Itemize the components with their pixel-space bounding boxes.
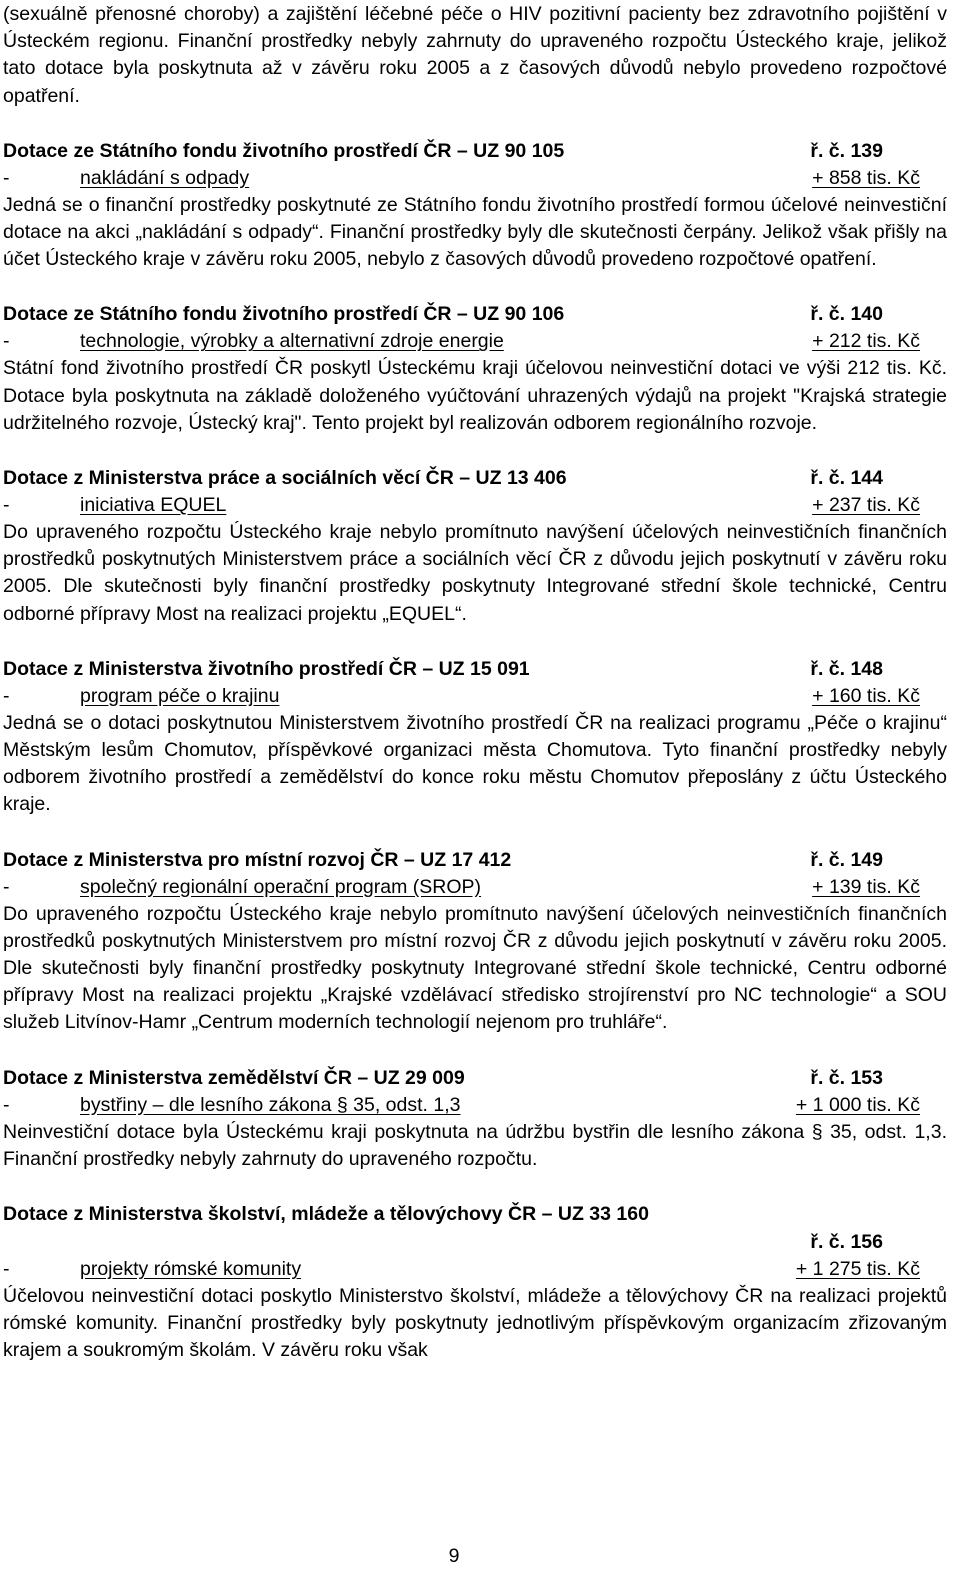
item-label: program péče o krajinu (80, 684, 280, 707)
item-amount: + 1 275 tis. Kč (795, 1258, 920, 1281)
section-body: Jedná se o dotaci poskytnutou Ministerstvem životního prostředí ČR na realizaci programu „Péče o krajinu“ Městským lesům Chomutov, příspěvkové organizaci města Chomutova. Tyto finanční prostředky nebyly odborem životního prostředí a zemědělství do konce roku městu Chomutov přeposlány z účtu Ústeckého kraje. (3, 711, 947, 816)
item-amount: + 212 tis. Kč (812, 330, 920, 353)
page-number: 9 (448, 1545, 460, 1567)
section-heading (3, 656, 947, 683)
section-ref: ř. č. 144 (810, 467, 883, 490)
section-item-line (3, 1256, 947, 1283)
section-uz-15091 (3, 656, 947, 819)
item-dash: - (3, 1093, 10, 1116)
item-label-line (3, 1092, 796, 1119)
item-label: bystřiny – dle lesního zákona § 35, odst. 1,3 (80, 1093, 461, 1116)
section-heading (3, 1065, 947, 1092)
section-item-line (3, 683, 947, 710)
section-ref-line (3, 1228, 947, 1256)
section-body: Do upraveného rozpočtu Ústeckého kraje nebylo promítnuto navýšení účelových neinvestičních finančních prostředků poskytnutých Ministerstvem pro místní rozvoj ČR z důvodu jejich poskytnutí v závěru roku 2005. Dle skutečnosti byly finanční prostředky poskytnuty Integrované střední škole technické, Centru odborné přípravy Most na realizaci projektu „Krajské vzdělávací středisko strojírenství pro NC technologie“ a SOU služeb Litvínov-Hamr „Centrum moderních technologií nejenom pro truhláře“. (3, 902, 947, 1034)
item-dash: - (3, 875, 10, 898)
section-uz-17412 (3, 847, 947, 1037)
section-title: Dotace ze Státního fondu životního prostředí ČR – UZ 90 105 (3, 139, 565, 162)
section-ref: ř. č. 149 (810, 848, 883, 871)
section-body: Neinvestiční dotace byla Ústeckému kraji poskytnuta na údržbu bystřin dle lesního zákona § 35, odst. 1,3. Finanční prostředky nebyly zahrnuty do upraveného rozpočtu. (3, 1120, 947, 1170)
section-body: Účelovou neinvestiční dotaci poskytlo Ministerstvo školství, mládeže a tělovýchovy ČR na realizaci projektů rómské komunity. Finanční prostředky byly poskytnuty jednotlivým příspěvkovým organizacím zřizovaným krajem a soukromým školám. V závěru roku však (3, 1285, 947, 1362)
section-body: Státní fond životního prostředí ČR poskytl Ústeckému kraji účelovou neinvestiční dotaci ve výši 212 tis. Kč. Dotace byla poskytnuta na základě doloženého vyúčtování uhrazených výdajů na projekt "Krajská strategie udržitelného rozvoje, Ústecký kraj". Tento projekt byl realizován odborem regionálního rozvoje. (3, 357, 947, 434)
section-ref: ř. č. 148 (810, 657, 883, 680)
section-title: Dotace z Ministerstva školství, mládeže a tělovýchovy ČR – UZ 33 160 (3, 1203, 649, 1226)
item-label: technologie, výrobky a alternativní zdroje energie (80, 330, 504, 353)
item-dash: - (3, 1258, 10, 1281)
item-dash: - (3, 494, 10, 517)
item-label: iniciativa EQUEL (80, 494, 227, 517)
section-ref: ř. č. 140 (810, 303, 883, 326)
section-title: Dotace z Ministerstva pro místní rozvoj ČR – UZ 17 412 (3, 848, 512, 871)
item-label: projekty rómské komunity (80, 1258, 302, 1281)
section-ref: ř. č. 153 (810, 1066, 883, 1089)
section-uz-33160 (3, 1201, 947, 1365)
section-item-line (3, 1092, 947, 1119)
section-item-line (3, 328, 947, 355)
section-title: Dotace ze Státního fondu životního prostředí ČR – UZ 90 106 (3, 303, 565, 326)
item-label: nakládání s odpady (80, 166, 250, 189)
section-title: Dotace z Ministerstva zemědělství ČR – UZ 29 009 (3, 1066, 465, 1089)
section-title: Dotace z Ministerstva životního prostředí ČR – UZ 15 091 (3, 657, 530, 680)
item-amount: + 858 tis. Kč (812, 166, 920, 189)
item-amount: + 160 tis. Kč (812, 684, 920, 707)
item-amount: + 139 tis. Kč (812, 875, 920, 898)
item-label-line (3, 683, 812, 710)
section-uz-29009 (3, 1065, 947, 1173)
item-label-line (3, 1256, 796, 1283)
item-label-line (3, 328, 812, 355)
item-amount: + 237 tis. Kč (812, 494, 920, 517)
item-amount: + 1 000 tis. Kč (795, 1093, 920, 1116)
section-heading (3, 847, 947, 874)
item-label: společný regionální operační program (SROP) (80, 875, 482, 898)
section-title: Dotace z Ministerstva práce a sociálních věcí ČR – UZ 13 406 (3, 467, 567, 490)
document-content (3, 0, 947, 1365)
section-item-line (3, 165, 947, 192)
item-dash: - (3, 684, 10, 707)
section-body: Do upraveného rozpočtu Ústeckého kraje nebylo promítnuto navýšení účelových neinvestičních finančních prostředků poskytnutých Ministerstvem práce a sociálních věcí ČR z důvodu jejich poskytnutí v závěru roku 2005. Dle skutečnosti byly finanční prostředky poskytnuty Integrované střední škole technické, Centru odborné přípravy Most na realizaci projektu „EQUEL“. (3, 521, 947, 625)
section-heading (3, 138, 947, 165)
item-dash: - (3, 166, 10, 189)
section-ref: ř. č. 156 (810, 1231, 883, 1254)
item-label-line (3, 165, 812, 192)
item-label-line (3, 874, 812, 901)
intro-paragraph: (sexuálně přenosné choroby) a zajištění léčebné péče o HIV pozitivní pacienty bez zdravotního pojištění v Ústeckém regionu. Finanční prostředky nebyly zahrnuty do upraveného rozpočtu Ústeckého kraje, jelikož tato dotace byla poskytnuta až v závěru roku 2005 a z časových důvodů nebylo provedeno rozpočtové opatření. (3, 3, 947, 107)
section-heading (3, 1201, 947, 1228)
item-dash: - (3, 330, 10, 353)
section-item-line (3, 492, 947, 519)
section-ref: ř. č. 139 (810, 139, 883, 162)
section-heading (3, 301, 947, 328)
section-uz-13406 (3, 465, 947, 628)
section-uz-90106 (3, 301, 947, 437)
section-uz-90105 (3, 138, 947, 274)
item-label-line (3, 492, 812, 519)
section-item-line (3, 874, 947, 901)
section-body: Jedná se o finanční prostředky poskytnuté ze Státního fondu životního prostředí formou účelové neinvestiční dotace na akci „nakládání s odpady“. Finanční prostředky byly dle skutečnosti čerpány. Jelikož však přišly na účet Ústeckého kraje v závěru roku 2005, nebylo z časových důvodů provedeno rozpočtové opatření. (3, 193, 947, 271)
section-heading (3, 465, 947, 492)
